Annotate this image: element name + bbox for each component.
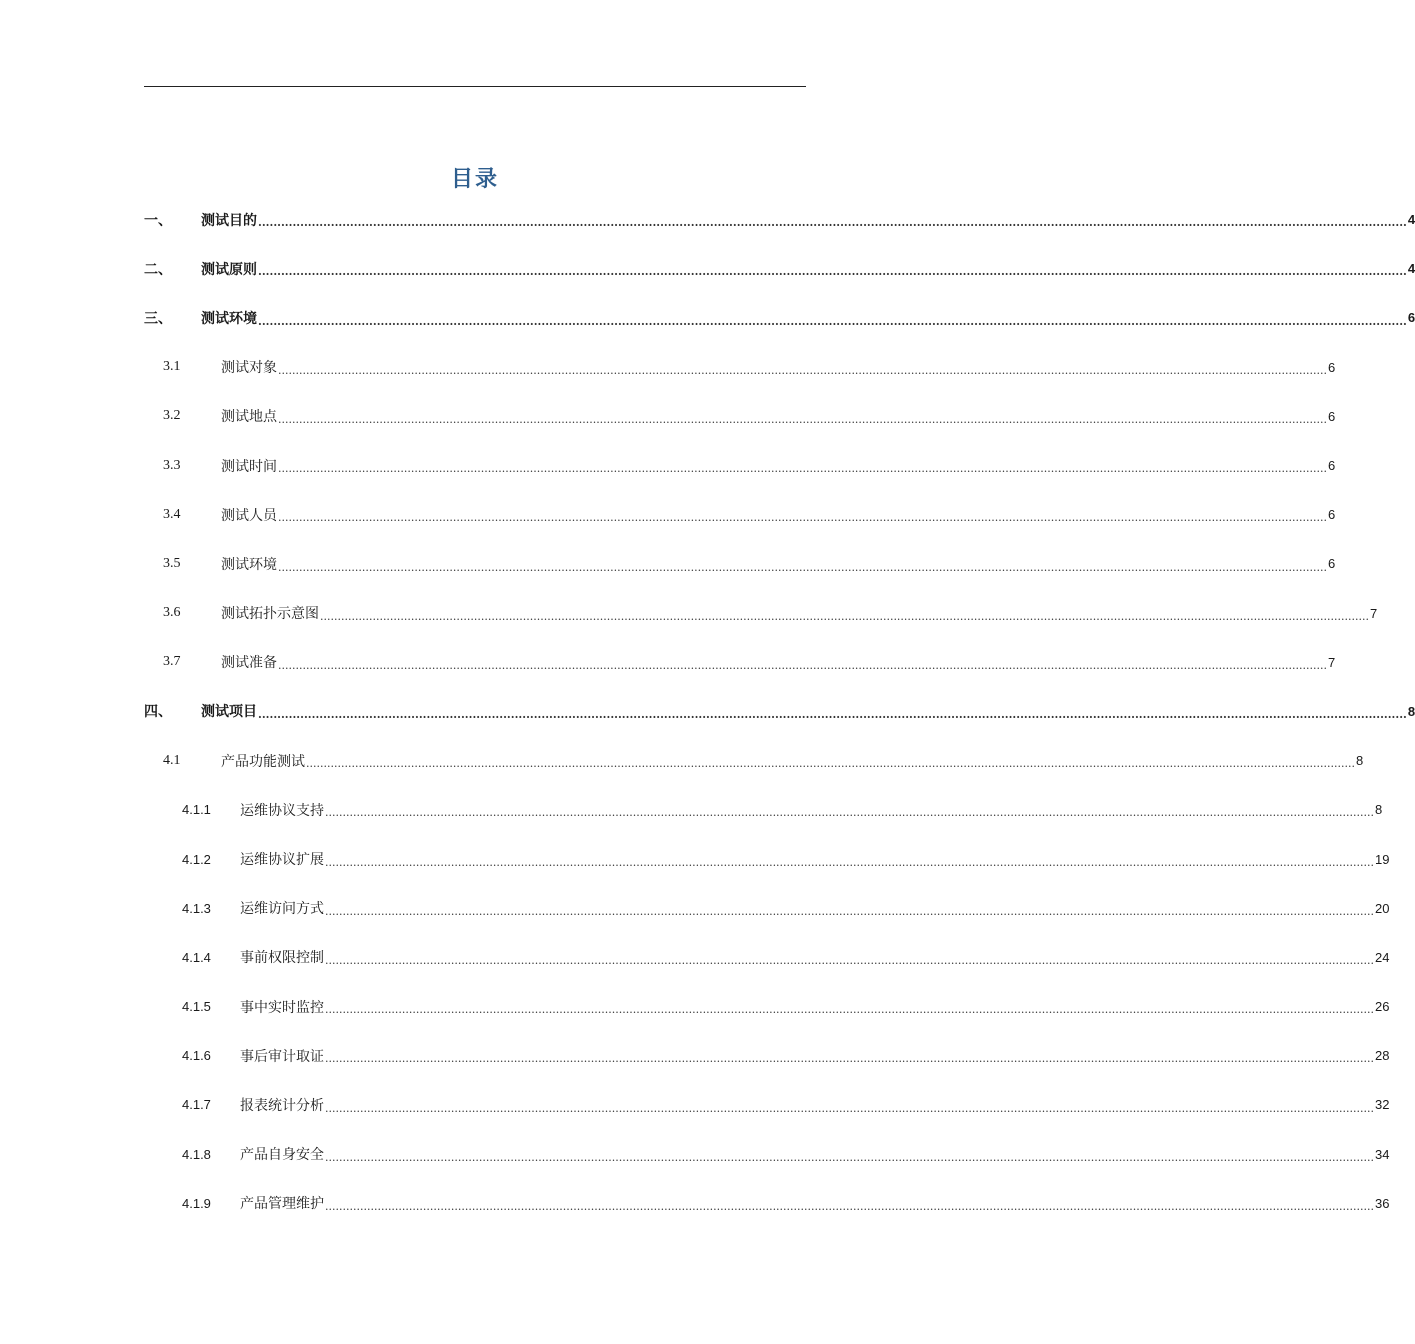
toc-entry-number: 3.4 bbox=[163, 506, 181, 522]
dot-leader: ............................................................................................................................................................................................................................................................................................................ bbox=[325, 806, 1374, 820]
toc-entry[interactable] bbox=[144, 884, 1390, 933]
dot-leader: ............................................................................................................................................................................................................................................................................................................ bbox=[278, 462, 1327, 476]
toc-entry-number: 4.1.9 bbox=[182, 1195, 211, 1211]
toc-entry-number: 一、 bbox=[144, 212, 172, 229]
toc-entry-number: 三、 bbox=[144, 310, 172, 327]
dot-leader: ............................................................................................................................................................................................................................................................................................................ bbox=[258, 708, 1407, 722]
toc-entry-number: 二、 bbox=[144, 261, 172, 278]
toc-entry-title: 运维协议扩展 bbox=[240, 852, 324, 869]
dot-leader: ............................................................................................................................................................................................................................................................................................................ bbox=[325, 1101, 1374, 1115]
toc-entry[interactable] bbox=[144, 343, 1336, 392]
dot-leader: ............................................................................................................................................................................................................................................................................................................ bbox=[325, 1052, 1374, 1066]
toc-entry-title: 测试对象 bbox=[221, 360, 277, 377]
toc-entry[interactable] bbox=[144, 736, 1364, 785]
toc-entry-page: 20 bbox=[1374, 900, 1390, 916]
toc-entry[interactable] bbox=[144, 490, 1336, 539]
toc-entry-title: 测试准备 bbox=[221, 655, 277, 672]
toc-entry[interactable] bbox=[144, 195, 1415, 244]
toc-entry[interactable] bbox=[144, 1179, 1390, 1228]
toc-entry[interactable] bbox=[144, 539, 1336, 588]
toc-entry-title: 运维协议支持 bbox=[240, 802, 324, 819]
dot-leader: ............................................................................................................................................................................................................................................................................................................ bbox=[306, 757, 1355, 771]
toc-entry-number: 4.1.5 bbox=[182, 999, 211, 1015]
toc-entry-page: 19 bbox=[1374, 851, 1390, 867]
toc-entry-page: 6 bbox=[1327, 556, 1336, 572]
dot-leader: ............................................................................................................................................................................................................................................................................................................ bbox=[278, 412, 1327, 426]
toc-entry[interactable] bbox=[144, 933, 1390, 982]
dot-leader: ............................................................................................................................................................................................................................................................................................................ bbox=[325, 1199, 1374, 1213]
toc-entry[interactable] bbox=[144, 785, 1383, 834]
toc-entry-page: 6 bbox=[1327, 458, 1336, 474]
toc-entry-title: 报表统计分析 bbox=[240, 1097, 324, 1114]
toc-entry-page: 4 bbox=[1407, 212, 1415, 228]
toc-entry[interactable] bbox=[144, 687, 1415, 736]
toc-entry-number: 3.6 bbox=[163, 605, 181, 621]
toc-entry-page: 7 bbox=[1369, 605, 1378, 621]
toc-entry-page: 6 bbox=[1327, 359, 1336, 375]
toc-entry-page: 36 bbox=[1374, 1195, 1390, 1211]
toc-entry-title: 运维访问方式 bbox=[240, 901, 324, 918]
toc-entry-page: 6 bbox=[1327, 507, 1336, 523]
toc-entry[interactable] bbox=[144, 834, 1390, 883]
toc-entry-number: 4.1.2 bbox=[182, 851, 211, 867]
toc-entry[interactable] bbox=[144, 1031, 1390, 1080]
dot-leader: ............................................................................................................................................................................................................................................................................................................ bbox=[258, 265, 1407, 279]
toc-entry-page: 6 bbox=[1327, 408, 1336, 424]
toc-entry-title: 事前权限控制 bbox=[240, 950, 324, 967]
toc-entry-number: 3.3 bbox=[163, 457, 181, 473]
toc-entry-page: 34 bbox=[1374, 1146, 1390, 1162]
toc-entry[interactable] bbox=[144, 392, 1336, 441]
toc-entry-title: 测试人员 bbox=[221, 507, 277, 524]
toc-entry-page: 8 bbox=[1374, 802, 1383, 818]
dot-leader: ............................................................................................................................................................................................................................................................................................................ bbox=[325, 855, 1374, 869]
dot-leader: ............................................................................................................................................................................................................................................................................................................ bbox=[325, 904, 1374, 918]
toc-entry-page: 8 bbox=[1355, 753, 1364, 769]
toc-entry-title: 测试环境 bbox=[221, 556, 277, 573]
toc-entry-number: 3.5 bbox=[163, 555, 181, 571]
toc-entry[interactable] bbox=[144, 589, 1378, 638]
dot-leader: ............................................................................................................................................................................................................................................................................................................ bbox=[325, 954, 1374, 967]
toc-entry-number: 4.1.1 bbox=[182, 802, 211, 818]
toc-entry-page: 24 bbox=[1374, 949, 1390, 965]
toc-entry-number: 3.1 bbox=[163, 359, 181, 375]
toc-entry-number: 4.1.7 bbox=[182, 1097, 211, 1113]
table-of-contents bbox=[144, 195, 1415, 1228]
toc-entry-page: 4 bbox=[1407, 261, 1415, 277]
toc-entry-page: 32 bbox=[1374, 1097, 1390, 1113]
toc-entry-page: 7 bbox=[1327, 654, 1336, 670]
toc-entry-number: 4.1.4 bbox=[182, 949, 211, 965]
toc-entry[interactable] bbox=[144, 244, 1415, 293]
toc-entry[interactable] bbox=[144, 1130, 1390, 1179]
dot-leader: ............................................................................................................................................................................................................................................................................................................ bbox=[325, 1150, 1374, 1164]
toc-entry-page: 26 bbox=[1374, 999, 1390, 1015]
toc-entry-page: 6 bbox=[1407, 310, 1415, 326]
toc-entry-page: 8 bbox=[1407, 703, 1415, 719]
toc-entry-title: 测试项目 bbox=[201, 704, 257, 721]
toc-title: 目录 bbox=[450, 167, 499, 192]
toc-entry[interactable] bbox=[144, 441, 1336, 490]
dot-leader: ............................................................................................................................................................................................................................................................................................................ bbox=[278, 658, 1327, 672]
toc-entry-page: 28 bbox=[1374, 1048, 1390, 1064]
dot-leader: ............................................................................................................................................................................................................................................................................................................ bbox=[278, 560, 1327, 574]
dot-leader: ............................................................................................................................................................................................................................................................................................................ bbox=[258, 216, 1407, 230]
toc-entry-number: 四、 bbox=[144, 704, 172, 721]
dot-leader: ............................................................................................................................................................................................................................................................................................................ bbox=[278, 363, 1327, 377]
toc-entry-title: 测试地点 bbox=[221, 409, 277, 426]
toc-entry-number: 4.1.8 bbox=[182, 1146, 211, 1162]
toc-entry-title: 测试时间 bbox=[221, 458, 277, 475]
toc-entry-number: 3.7 bbox=[163, 654, 181, 670]
toc-entry-title: 测试目的 bbox=[201, 212, 257, 229]
toc-entry-title: 产品自身安全 bbox=[240, 1147, 324, 1164]
toc-entry-title: 测试环境 bbox=[201, 310, 257, 327]
toc-entry[interactable] bbox=[144, 982, 1390, 1031]
dot-leader: ............................................................................................................................................................................................................................................................................................................ bbox=[325, 1003, 1374, 1017]
dot-leader: ............................................................................................................................................................................................................................................................................................................ bbox=[278, 511, 1327, 525]
toc-entry-title: 产品管理维护 bbox=[240, 1196, 324, 1213]
toc-entry-number: 3.2 bbox=[163, 408, 181, 424]
toc-entry-title: 事中实时监控 bbox=[240, 999, 324, 1016]
toc-entry-title: 测试拓扑示意图 bbox=[221, 606, 319, 623]
dot-leader: ............................................................................................................................................................................................................................................................................................................ bbox=[320, 609, 1369, 623]
toc-entry-number: 4.1.6 bbox=[182, 1048, 211, 1064]
header-rule bbox=[144, 86, 806, 87]
toc-entry-title: 事后审计取证 bbox=[240, 1048, 324, 1065]
toc-entry-title: 产品功能测试 bbox=[221, 753, 305, 770]
toc-entry-number: 4.1 bbox=[163, 752, 181, 768]
toc-entry[interactable] bbox=[144, 1080, 1390, 1129]
toc-entry-title: 测试原则 bbox=[201, 261, 257, 278]
dot-leader: ............................................................................................................................................................................................................................................................................................................ bbox=[258, 314, 1407, 328]
toc-entry-number: 4.1.3 bbox=[182, 900, 211, 916]
toc-entry[interactable] bbox=[144, 293, 1415, 342]
toc-entry[interactable] bbox=[144, 638, 1336, 687]
